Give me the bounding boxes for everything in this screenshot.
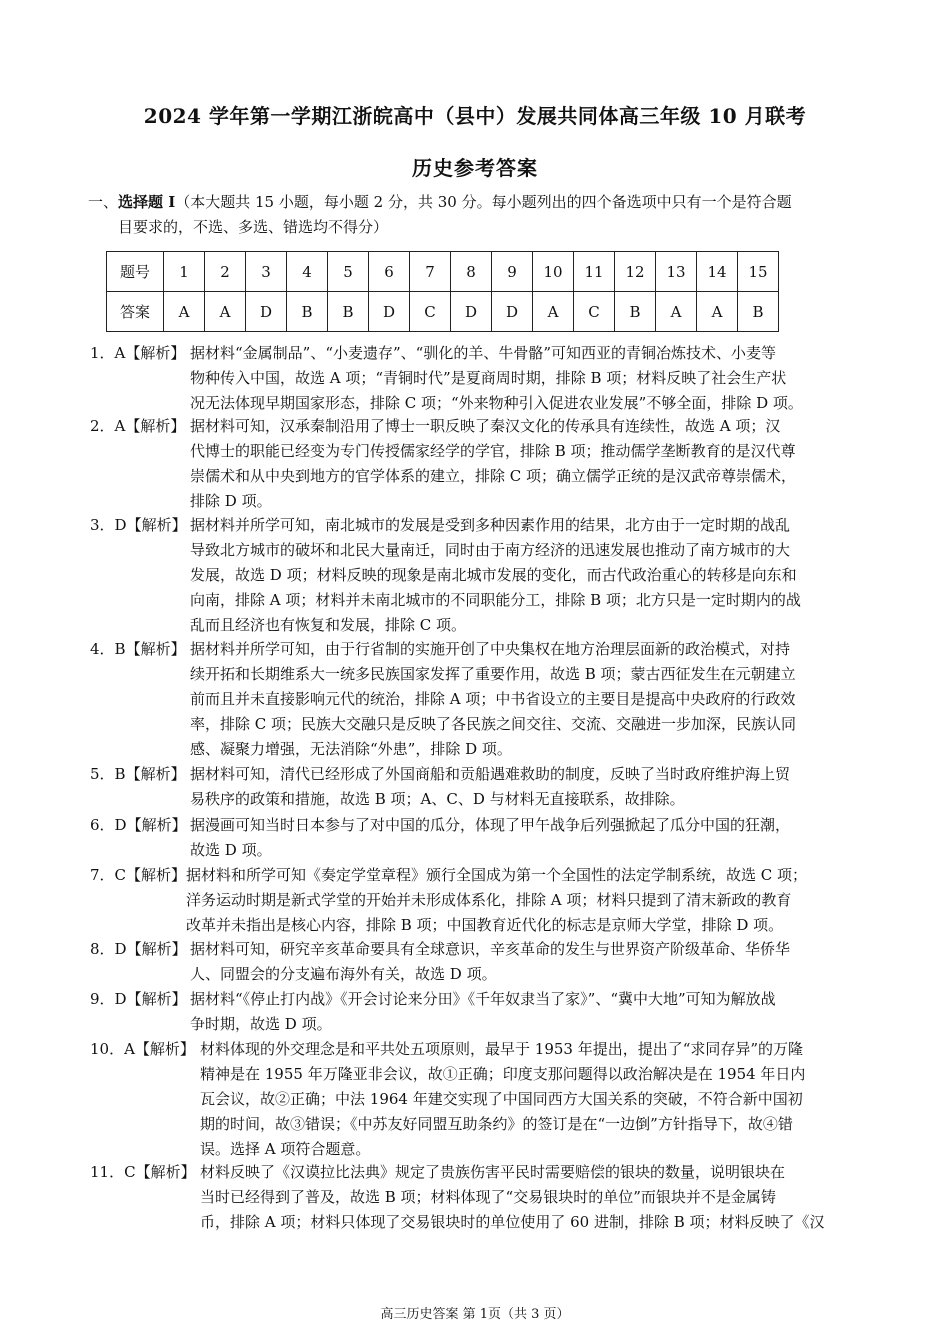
answer-table-number-row [107,252,779,292]
explanation-line: 发展，故选 D 项；材料反映的现象是南北城市发展的变化，而古代政治重心的转移是向东和 [190,566,797,584]
question-explanation-6 [90,813,870,863]
question-explanation-8 [90,937,870,987]
explanation-line: 据材料“金属制品”、“小麦遗存”、“驯化的羊、牛骨骼”可知西亚的青铜冶炼技术、小麦等 [190,344,777,362]
question-number-cell: 15 [738,252,779,292]
question-number-cell: 10 [533,252,574,292]
answer-cell: C [574,292,615,332]
explanation-line: 材料体现的外交理念是和平共处五项原则，最早于 1953 年提出，提出了“求同存异”的万隆 [200,1040,804,1058]
question-explanation-11 [90,1160,870,1235]
question-number-cell: 2 [205,252,246,292]
question-number-cell: 13 [656,252,697,292]
question-explanation-5 [90,762,870,812]
question-number-cell: 1 [164,252,205,292]
explanation-line: 据材料“《停止打内战》《开会讨论来分田》《千年奴隶当了家》”、“冀中大地”可知为解放战 [190,990,776,1008]
explanation-line: 据材料并所学可知，由于行省制的实施开创了中央集权在地方治理层面新的政治模式，对持 [190,640,791,658]
question-explanation-10 [90,1037,870,1162]
answer-table-answer-row [107,292,779,332]
explanation-line: 争时期，故选 D 项。 [190,1015,332,1033]
section-number: 一、 [88,193,119,211]
answer-cell: D [246,292,287,332]
question-number-cell: 7 [410,252,451,292]
explanation-line: 人、同盟会的分支遍布海外有关，故选 D 项。 [190,965,497,983]
answer-cell: A [164,292,205,332]
question-number: 10．A【解析】 [90,1040,195,1058]
question-explanation-2 [90,414,870,514]
answer-cell: B [328,292,369,332]
answer-cell: A [697,292,738,332]
explanation-line: 物种传入中国，故选 A 项；“青铜时代”是夏商周时期，排除 B 项；材料反映了社会生产状 [190,369,787,387]
explanation-line: 况无法体现早期国家形态，排除 C 项；“外来物种引入促进农业发展”不够全面，排除 D 项。 [190,394,803,412]
section-desc-line1: （本大题共 15 小题，每小题 2 分，共 30 分。每小题列出的四个备选项中只有一个是符合题 [175,193,792,211]
explanation-line: 排除 D 项。 [190,492,272,510]
question-number: 5．B【解析】 [90,765,186,783]
explanation-line: 瓦会议，故②正确；中法 1964 年建交实现了中国同西方大国关系的突破，不符合新中国初 [200,1090,803,1108]
question-number-cell: 11 [574,252,615,292]
question-number: 8．D【解析】 [90,940,187,958]
question-number: 6．D【解析】 [90,816,187,834]
question-number: 3．D【解析】 [90,516,187,534]
answer-cell: A [533,292,574,332]
explanation-line: 崇儒术和从中央到地方的官学体系的建立，排除 C 项；确立儒学正统的是汉武帝尊崇儒术， [190,467,797,485]
explanation-line: 改革并未指出是核心内容，排除 B 项；中国教育近代化的标志是京师大学堂，排除 D 项。 [186,916,784,934]
question-number: 4．B【解析】 [90,640,186,658]
explanation-line: 导致北方城市的破坏和北民大量南迁，同时由于南方经济的迅速发展也推动了南方城市的大 [190,541,791,559]
question-number-cell: 14 [697,252,738,292]
explanation-line: 故选 D 项。 [190,841,272,859]
question-number: 2．A【解析】 [90,417,186,435]
explanation-line: 期的时间，故③错误；《中苏友好同盟互助条约》的签订是在“一边倒”方针指导下，故④错 [200,1115,793,1133]
answer-cell: D [369,292,410,332]
explanation-line: 据材料可知，汉承秦制沿用了博士一职反映了秦汉文化的传承具有连续性，故选 A 项；汉 [190,417,781,435]
explanation-line: 材料反映了《汉谟拉比法典》规定了贵族伤害平民时需要赔偿的银块的数量，说明银块在 [200,1163,786,1181]
question-number-cell: 9 [492,252,533,292]
answer-cell: A [205,292,246,332]
explanation-line: 据材料可知，清代已经形成了外国商船和贡船遇难救助的制度，反映了当时政府维护海上贸 [190,765,791,783]
question-explanation-9 [90,987,870,1037]
explanation-line: 向南，排除 A 项；材料并未南北城市的不同职能分工，排除 B 项；北方只是一定时期内的战 [190,591,801,609]
answer-cell: C [410,292,451,332]
explanation-line: 前而且并未直接影响元代的统治，排除 A 项；中书省设立的主要目是提高中央政府的行政效 [190,690,796,708]
question-number: 1．A【解析】 [90,344,186,362]
explanation-line: 当时已经得到了普及，故选 B 项；材料体现了“交易银块时的单位”而银块并不是金属铸 [200,1188,776,1206]
answer-cell: D [492,292,533,332]
page-title: 2024 学年第一学期江浙皖高中（县中）发展共同体高三年级 10 月联考 [143,104,807,128]
explanation-line: 乱而且经济也有恢复和发展，排除 C 项。 [190,616,467,634]
answer-cell: B [615,292,656,332]
question-number: 9．D【解析】 [90,990,187,1008]
explanation-line: 精神是在 1955 年万隆亚非会议，故①正确；印度支那问题得以政治解决是在 1954 年日内 [200,1065,806,1083]
question-explanation-7 [90,863,870,938]
answer-cell: D [451,292,492,332]
answer-row-label: 答案 [107,292,164,332]
section-title: 选择题 I [118,193,176,211]
page-footer: 高三历史答案 第 1页（共 3 页） [380,1307,570,1322]
question-explanation-1 [90,341,870,416]
explanation-line: 据材料并所学可知，南北城市的发展是受到多种因素作用的结果，北方由于一定时期的战乱 [190,516,791,534]
question-explanation-4 [90,637,870,762]
explanation-line: 续开拓和长期维系大一统多民族国家发挥了重要作用，故选 B 项；蒙古西征发生在元朝建立 [190,665,796,683]
explanation-line: 币，排除 A 项；材料只体现了交易银块时的单位使用了 60 进制，排除 B 项；材料反映了《汉 [200,1213,825,1231]
question-number: 11．C【解析】 [90,1163,196,1181]
explanation-line: 代博士的职能已经变为专门传授儒家经学的学官，排除 B 项；推动儒学垄断教育的是汉代尊 [190,442,796,460]
answer-table [106,251,779,332]
answer-cell: A [656,292,697,332]
question-number: 7．C【解析】 [90,866,187,884]
section-desc-line2: 目要求的，不选、多选、错选均不得分） [118,218,389,236]
question-number-cell: 12 [615,252,656,292]
question-number-cell: 4 [287,252,328,292]
question-number-cell: 3 [246,252,287,292]
explanation-line: 据材料可知，研究辛亥革命要具有全球意识，辛亥革命的发生与世界资产阶级革命、华侨华 [190,940,791,958]
explanation-line: 感、凝聚力增强，无法消除“外患”，排除 D 项。 [190,740,512,758]
question-number-cell: 5 [328,252,369,292]
explanation-line: 误。选择 A 项符合题意。 [200,1140,371,1158]
explanation-line: 据漫画可知当时日本参与了对中国的瓜分，体现了甲午战争后列强掀起了瓜分中国的狂潮， [190,816,791,834]
number-row-label: 题号 [107,252,164,292]
question-number-cell: 6 [369,252,410,292]
explanation-line: 易秩序的政策和措施，故选 B 项；A、C、D 与材料无直接联系，故排除。 [190,790,685,808]
page-subtitle: 历史参考答案 [412,156,538,180]
explanation-line: 据材料和所学可知《奏定学堂章程》颁行全国成为第一个全国性的法定学制系统，故选 C 项； [186,866,808,884]
question-explanation-3 [90,513,870,638]
answer-cell: B [738,292,779,332]
explanation-line: 洋务运动时期是新式学堂的开始并未形成体系化，排除 A 项；材料只提到了清末新政的教育 [186,891,792,909]
section-heading [88,190,868,240]
explanation-line: 率，排除 C 项；民族大交融只是反映了各民族之间交往、交流、交融进一步加深，民族认同 [190,715,797,733]
answer-cell: B [287,292,328,332]
question-number-cell: 8 [451,252,492,292]
